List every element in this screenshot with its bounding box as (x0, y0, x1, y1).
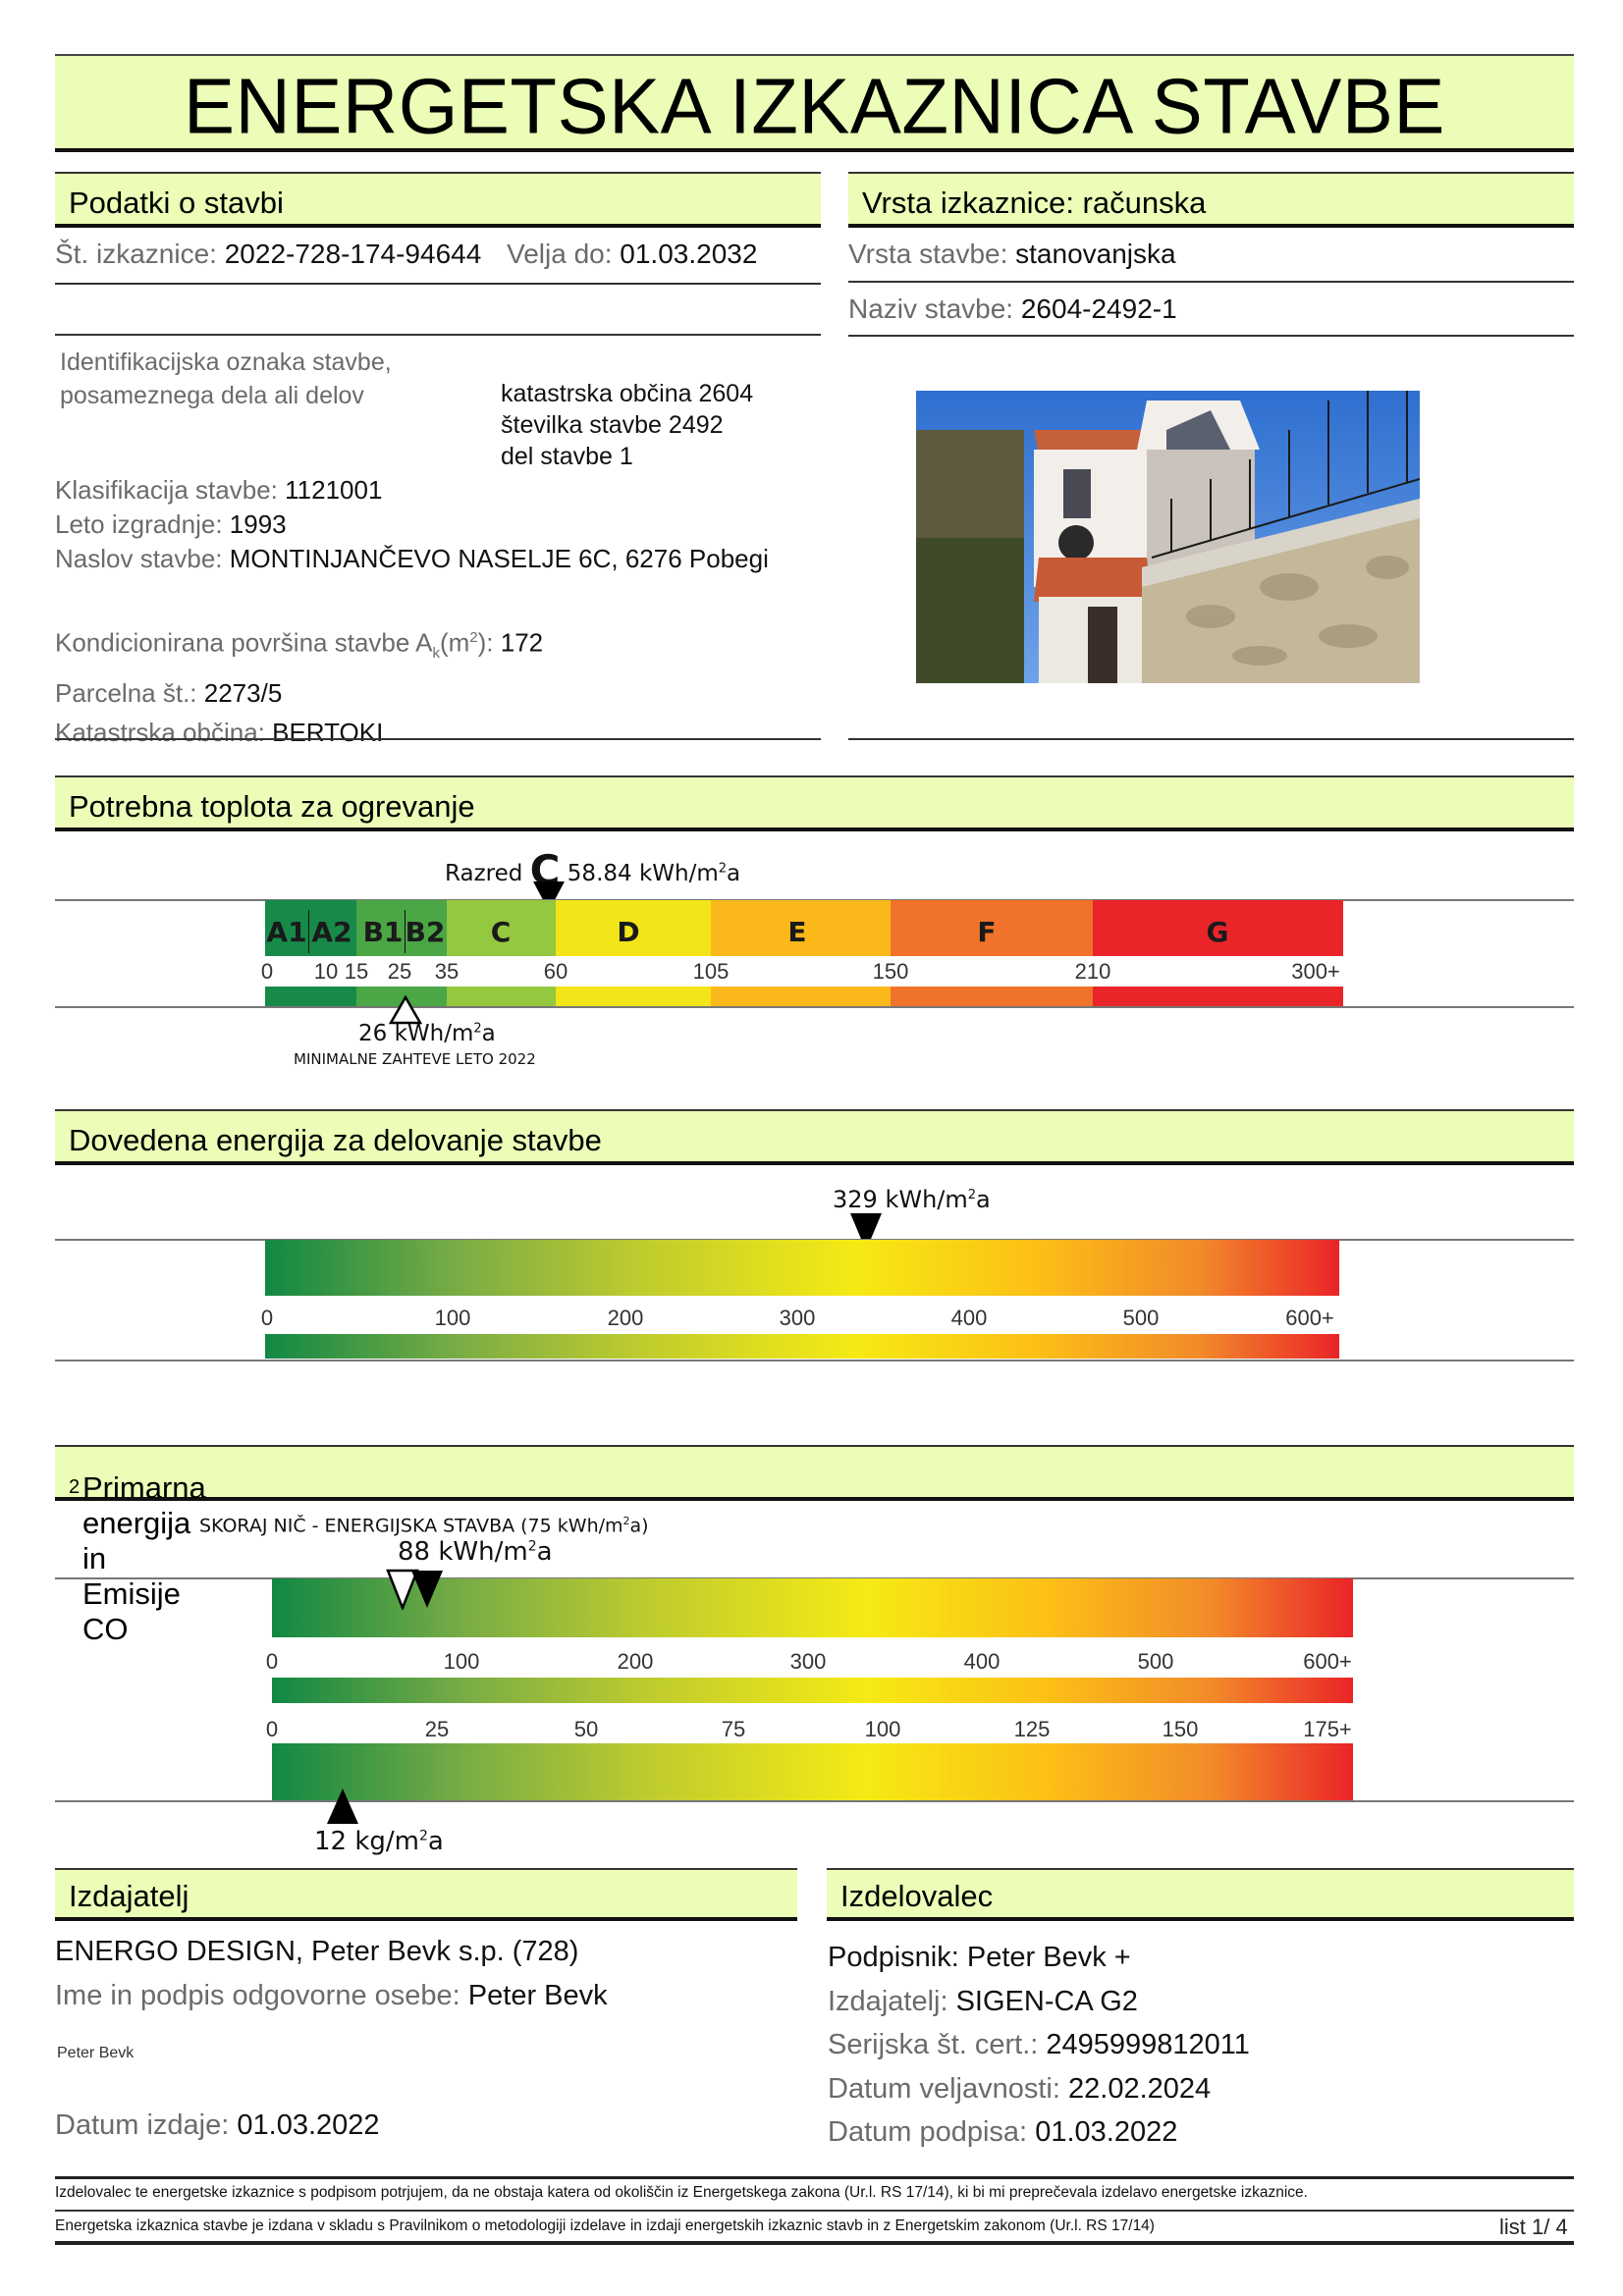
section-maker-header (827, 1868, 1574, 1921)
class-a1: A1 (266, 916, 307, 948)
class-c: C (490, 916, 512, 948)
primary-middle-bar (272, 1678, 1353, 1703)
divider (848, 335, 1574, 337)
section-title: Dovedena energija za delovanje stavbe (69, 1123, 602, 1157)
cadastral-row: Katastrska občina: BERTOKI (55, 717, 384, 747)
building-name-row: Naziv stavbe: 2604-2492-1 (848, 294, 1177, 324)
validity-row: Datum veljavnosti: 22.02.2024 (828, 2072, 1212, 2105)
document-title: ENERGETSKA IZKAZNICA STAVBE (184, 62, 1445, 150)
serial-row: Serijska št. cert.: 2495999812011 (828, 2029, 1250, 2060)
class-b1: B1 (362, 916, 404, 948)
divider (848, 738, 1574, 740)
section-heating-header (55, 775, 1574, 831)
divider (55, 2241, 1574, 2245)
page-indicator: list 1/ 4 (1499, 2215, 1568, 2239)
building-photo (916, 391, 1420, 683)
class-b2: B2 (405, 916, 446, 948)
co2-value: 12 $kg/m^2a$ (314, 1827, 444, 1856)
divider (55, 1800, 1574, 1802)
id-label: Identifikacijska oznaka stavbe, posameznega dela ali delov (60, 348, 392, 409)
document-title-band (55, 54, 1574, 152)
valid-until: 01.03.2032 (620, 239, 758, 269)
sign-date-row: Datum podpisa: 01.03.2022 (828, 2116, 1178, 2148)
co2-marker-icon (327, 1789, 358, 1824)
cert-issuer-row: Izdajatelj: SIGEN-CA G2 (828, 1985, 1138, 2017)
class-a2: A2 (311, 916, 352, 948)
co2-gradient-bar (272, 1743, 1353, 1800)
class-g: G (1206, 916, 1229, 948)
divider (55, 1006, 1574, 1008)
card-number: 2022-728-174-94644 (224, 239, 482, 269)
id-values: katastrska občina 2604 številka stavbe 2492 del stavbe 1 (501, 380, 754, 470)
section-title: Primarna energija in Emisije CO $_2$ (69, 1470, 206, 1646)
divider (55, 334, 821, 336)
section-title: Potrebna toplota za ogrevanje (69, 789, 475, 824)
class-f: F (977, 916, 997, 948)
area-row: Kondicionirana površina stavbe $A_k(m^2)$: 172 (55, 627, 544, 662)
section-title: Podatki o stavbi (69, 186, 284, 220)
classification-row: Klasifikacija stavbe: 1121001 (55, 475, 383, 505)
primary-energy-value: 88 kWh/$m^2a$ (398, 1537, 553, 1567)
section-title: Izdelovalec (840, 1879, 994, 1913)
issuer-company: ENERGO DESIGN, Peter Bevk s.p. (728) (55, 1936, 579, 1967)
nzeb-label: SKORAJ NIČ - ENERGIJSKA STAVBA (75 kWh/$m^2a$) (199, 1515, 649, 1537)
section-title: Izdajatelj (69, 1879, 189, 1913)
heating-lower-bar (265, 987, 1343, 1007)
section-building-data-header (55, 172, 821, 228)
address-row: Naslov stavbe: MONTINJANČEVO NASELJE 6C, 6276 Pobegi (55, 544, 769, 573)
signature: Peter Bevk (57, 2045, 135, 2061)
divider (55, 2176, 1574, 2179)
parcel-row: Parcelna št.: 2273/5 (55, 677, 283, 708)
signer-row: Podpisnik: Peter Bevk + (828, 1942, 1131, 1973)
divider (848, 281, 1574, 283)
primary-energy-ticks: 0 100 200 300 400 500 600+ (265, 1649, 1352, 1674)
delivered-lower-bar (265, 1334, 1339, 1359)
heating-class-letter: C (529, 846, 561, 894)
divider (55, 1360, 1574, 1362)
min-requirement-caption: MINIMALNE ZAHTEVE LETO 2022 (294, 1050, 536, 1068)
section-issuer-header (55, 1868, 797, 1921)
footer-legal-note: Energetska izkaznica stavbe je izdana v skladu s Pravilnikom o metodologiji izdelave in izdaji energetskih izkaznic stavb in z Energetskim zakonom (Ur.l. RS 17/14) (55, 2217, 1155, 2234)
area-details (55, 618, 543, 752)
class-e: E (787, 916, 807, 948)
heating-class-bar (265, 900, 1343, 956)
delivered-value: 329 kWh/$m^2a$ (833, 1186, 991, 1213)
section-card-type-header (848, 172, 1574, 228)
house-photo-icon (916, 391, 1420, 683)
primary-energy-marker-icon (411, 1571, 443, 1608)
building-type-row: Vrsta stavbe: stanovanjska (848, 239, 1176, 269)
responsible-person-row: Ime in podpis odgovorne osebe: Peter Bevk (55, 1980, 608, 2011)
maker-details (828, 1936, 1250, 2155)
co2-ticks: 0 25 50 75 100 125 150 175+ (265, 1717, 1352, 1741)
delivered-scale-ticks: 0 100 200 300 400 500 600+ (260, 1306, 1334, 1330)
card-number-row: Št. izkaznice: 2022-728-174-94644 Velja do: 01.03.2032 (55, 239, 758, 269)
section-delivered-header (55, 1109, 1574, 1165)
class-d: D (617, 916, 640, 948)
year-row: Leto izgradnje: 1993 (55, 509, 287, 539)
divider (55, 283, 821, 285)
issue-date-row: Datum izdaje: 01.03.2022 (55, 2109, 380, 2141)
min-requirement-value: 26 kWh/$m^2a$ (358, 1021, 496, 1046)
footer-declaration: Izdelovalec te energetske izkaznice s podpisom potrjujem, da ne obstaja katera od okoliščin iz Energetskega zakona (Ur.l. RS 17/14), ki bi mi preprečevala izdelavo energetske izkaznice. (55, 2184, 1308, 2201)
delivered-gradient-bar (265, 1240, 1339, 1296)
building-details (55, 473, 769, 576)
divider (55, 738, 821, 740)
section-title: Vrsta izkaznice: računska (862, 186, 1207, 220)
divider (55, 2210, 1574, 2212)
heating-class-label: Razred C 58.84 kWh/$m^2a$ (445, 846, 741, 894)
heating-scale-ticks: 0 10 15 25 35 60 105 150 210 300+ (260, 959, 1340, 984)
